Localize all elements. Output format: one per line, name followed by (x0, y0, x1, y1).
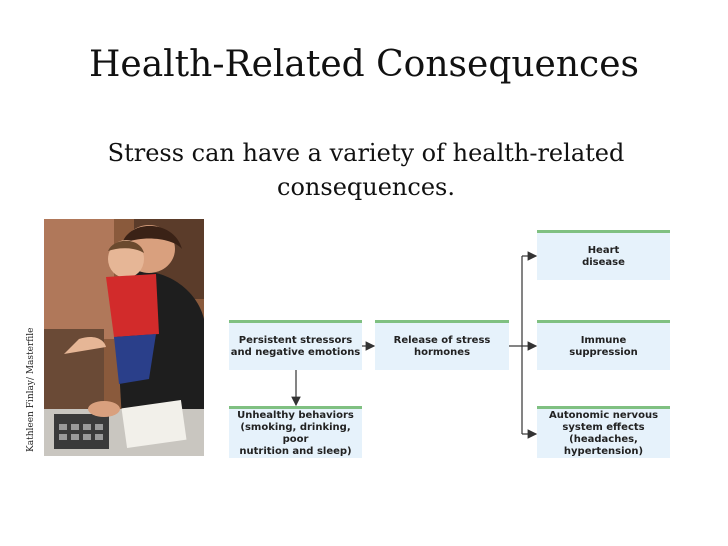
box-persistent-stressors: Persistent stressors and negative emotions (229, 320, 362, 370)
slide-title: Health-Related Consequences (89, 44, 639, 85)
slide-subtitle: Stress can have a variety of health-related consequences. (107, 139, 625, 201)
box-unhealthy-behaviors: Unhealthy behaviors (smoking, drinking, poor nutrition and sleep) (229, 406, 362, 458)
photo-credit: Kathleen Finlay/ Masterfile (26, 327, 36, 452)
box-heart-disease: Heart disease (537, 230, 670, 280)
box-immune-suppression: Immune suppression (537, 320, 670, 370)
box-autonomic-effects: Autonomic nervous system effects (headaches, hypertension) (537, 406, 670, 458)
box-release-stress-hormones: Release of stress hormones (375, 320, 509, 370)
